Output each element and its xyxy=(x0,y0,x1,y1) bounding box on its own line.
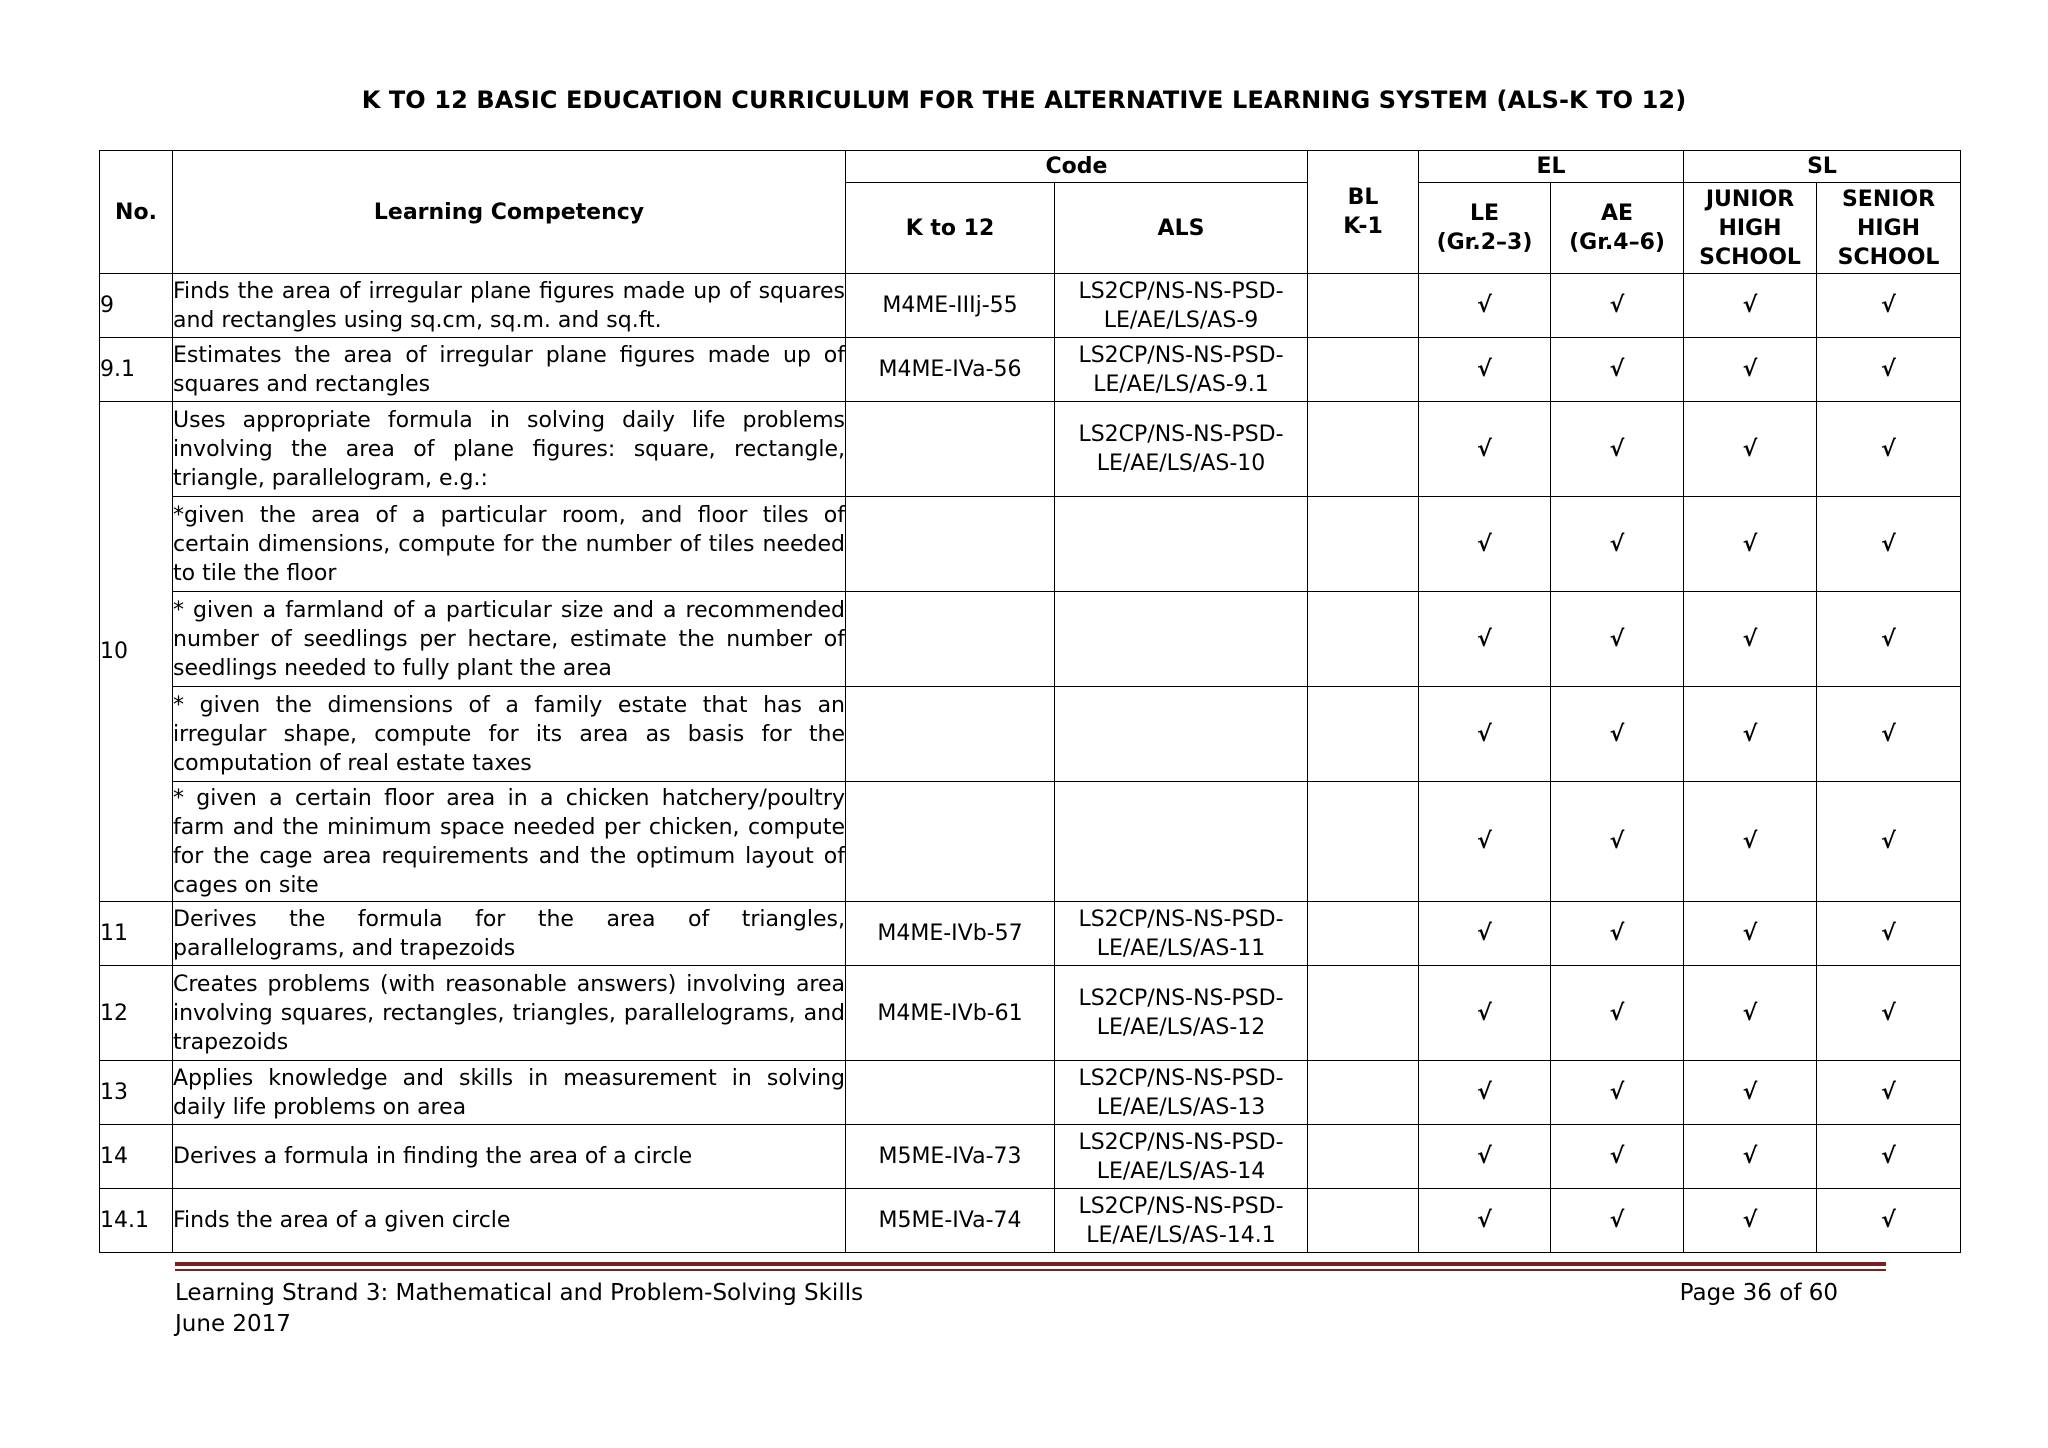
check-le: √ xyxy=(1419,1125,1551,1189)
row-number: 14 xyxy=(100,1125,173,1189)
check-le: √ xyxy=(1419,966,1551,1061)
table-row xyxy=(100,782,1961,902)
check-jhs: √ xyxy=(1684,782,1817,902)
header-shs-line1: SENIOR xyxy=(1841,186,1936,212)
header-bl-line1: BL xyxy=(1347,185,1379,210)
header-le-line1: LE xyxy=(1469,201,1500,226)
row-k12-code: M5ME-IVa-73 xyxy=(846,1125,1055,1189)
row-als-code xyxy=(1055,782,1308,902)
check-le: √ xyxy=(1419,902,1551,966)
check-ae: √ xyxy=(1551,1125,1684,1189)
row-competency: Finds the area of a given circle xyxy=(173,1189,846,1253)
table-row xyxy=(100,1061,1961,1125)
als-code-line1: LS2CP/NS-NS-PSD- xyxy=(1078,342,1284,368)
check-le: √ xyxy=(1419,402,1551,497)
check-le: √ xyxy=(1419,1189,1551,1253)
check-jhs: √ xyxy=(1684,274,1817,338)
row-k12-code xyxy=(846,782,1055,902)
als-code-line2: LE/AE/LS/AS-13 xyxy=(1096,1094,1266,1120)
check-jhs: √ xyxy=(1684,497,1817,592)
row-bl-cell xyxy=(1308,338,1419,402)
table-row xyxy=(100,966,1961,1061)
row-k12-code: M4ME-IVb-57 xyxy=(846,902,1055,966)
footer-left xyxy=(175,1278,863,1340)
row-als-code xyxy=(1055,402,1308,497)
check-ae: √ xyxy=(1551,687,1684,782)
als-code-line2: LE/AE/LS/AS-9 xyxy=(1103,307,1259,333)
document-title: K TO 12 BASIC EDUCATION CURRICULUM FOR THE ALTERNATIVE LEARNING SYSTEM (ALS-K TO 12) xyxy=(361,86,1687,114)
row-competency: Applies knowledge and skills in measurement in solving daily life problems on area xyxy=(173,1061,846,1125)
check-le: √ xyxy=(1419,592,1551,687)
row-als-code xyxy=(1055,966,1308,1061)
row-als-code xyxy=(1055,274,1308,338)
row-k12-code: M4ME-IIIj-55 xyxy=(846,274,1055,338)
row-competency: Finds the area of irregular plane figures made up of squares and rectangles using sq.cm, sq.m. and sq.ft. xyxy=(173,274,846,338)
check-le: √ xyxy=(1419,687,1551,782)
header-shs-line3: SCHOOL xyxy=(1837,244,1940,270)
row-bl-cell xyxy=(1308,497,1419,592)
als-code-line2: LE/AE/LS/AS-14 xyxy=(1096,1158,1266,1184)
check-ae: √ xyxy=(1551,402,1684,497)
header-learning-competency: Learning Competency xyxy=(173,151,846,274)
header-sl: SL xyxy=(1684,151,1961,183)
row-k12-code xyxy=(846,687,1055,782)
header-ae-line2: (Gr.4–6) xyxy=(1569,230,1665,255)
als-code-line1: LS2CP/NS-NS-PSD- xyxy=(1078,278,1284,304)
header-le xyxy=(1419,183,1551,274)
als-code-line2: LE/AE/LS/AS-14.1 xyxy=(1086,1222,1276,1248)
header-jhs-line3: SCHOOL xyxy=(1699,244,1801,270)
check-ae: √ xyxy=(1551,274,1684,338)
row-competency: * given a farmland of a particular size and a recommended number of seedlings per hectare, estimate the number of seedlings needed to fully plant the area xyxy=(173,592,846,687)
row-k12-code: M5ME-IVa-74 xyxy=(846,1189,1055,1253)
row-k12-code xyxy=(846,402,1055,497)
table-row xyxy=(100,1189,1961,1253)
footer-divider xyxy=(175,1262,1886,1266)
als-code-line1: LS2CP/NS-NS-PSD- xyxy=(1078,422,1284,447)
row-als-code xyxy=(1055,1061,1308,1125)
row-number: 9 xyxy=(100,274,173,338)
row-bl-cell xyxy=(1308,902,1419,966)
row-bl-cell xyxy=(1308,782,1419,902)
table-row xyxy=(100,402,1961,497)
row-competency: Derives a formula in finding the area of a circle xyxy=(173,1125,846,1189)
row-als-code xyxy=(1055,592,1308,687)
row-competency: * given the dimensions of a family estate that has an irregular shape, compute for its area as basis for the computation of real estate taxes xyxy=(173,687,846,782)
check-ae: √ xyxy=(1551,1189,1684,1253)
check-shs: √ xyxy=(1817,782,1961,902)
row-bl-cell xyxy=(1308,687,1419,782)
table-row xyxy=(100,592,1961,687)
als-code-line1: LS2CP/NS-NS-PSD- xyxy=(1078,1129,1284,1155)
row-competency: *given the area of a particular room, and floor tiles of certain dimensions, compute for the number of tiles needed to tile the floor xyxy=(173,497,846,592)
row-bl-cell xyxy=(1308,592,1419,687)
footer-date: June 2017 xyxy=(175,1311,291,1337)
row-bl-cell xyxy=(1308,1061,1419,1125)
check-ae: √ xyxy=(1551,1061,1684,1125)
als-code-line2: LE/AE/LS/AS-12 xyxy=(1096,1015,1266,1040)
row-number: 11 xyxy=(100,902,173,966)
row-als-code xyxy=(1055,687,1308,782)
header-bl xyxy=(1308,151,1419,274)
check-shs: √ xyxy=(1817,1189,1961,1253)
check-jhs: √ xyxy=(1684,1189,1817,1253)
check-jhs: √ xyxy=(1684,1061,1817,1125)
row-number: 13 xyxy=(100,1061,173,1125)
header-no: No. xyxy=(100,151,173,274)
check-jhs: √ xyxy=(1684,966,1817,1061)
table-row xyxy=(100,902,1961,966)
check-le: √ xyxy=(1419,338,1551,402)
check-jhs: √ xyxy=(1684,592,1817,687)
check-shs: √ xyxy=(1817,1125,1961,1189)
row-competency: Derives the formula for the area of triangles, parallelograms, and trapezoids xyxy=(173,902,846,966)
footer-learning-strand: Learning Strand 3: Mathematical and Problem-Solving Skills xyxy=(175,1280,864,1306)
check-jhs: √ xyxy=(1684,1125,1817,1189)
curriculum-table xyxy=(99,150,1961,1253)
row-k12-code xyxy=(846,1061,1055,1125)
row-competency: Creates problems (with reasonable answers) involving area involving squares, rectangles, triangles, parallelograms, and trapezoids xyxy=(173,966,846,1061)
header-als: ALS xyxy=(1055,183,1308,274)
check-ae: √ xyxy=(1551,902,1684,966)
check-ae: √ xyxy=(1551,497,1684,592)
check-jhs: √ xyxy=(1684,902,1817,966)
table-row xyxy=(100,1125,1961,1189)
check-shs: √ xyxy=(1817,592,1961,687)
header-jhs-line1: JUNIOR xyxy=(1705,186,1795,212)
als-code-line1: LS2CP/NS-NS-PSD- xyxy=(1078,1193,1284,1219)
row-bl-cell xyxy=(1308,1189,1419,1253)
header-el: EL xyxy=(1419,151,1684,183)
row-number: 12 xyxy=(100,966,173,1061)
check-ae: √ xyxy=(1551,966,1684,1061)
check-jhs: √ xyxy=(1684,402,1817,497)
header-le-line2: (Gr.2–3) xyxy=(1436,230,1533,255)
footer-page-number: Page 36 of 60 xyxy=(1679,1280,1838,1306)
check-shs: √ xyxy=(1817,902,1961,966)
table-row xyxy=(100,274,1961,338)
check-ae: √ xyxy=(1551,338,1684,402)
row-k12-code xyxy=(846,592,1055,687)
row-k12-code: M4ME-IVb-61 xyxy=(846,966,1055,1061)
table-row xyxy=(100,687,1961,782)
check-shs: √ xyxy=(1817,338,1961,402)
row-bl-cell xyxy=(1308,966,1419,1061)
header-senior-high-school xyxy=(1817,183,1961,274)
row-als-code xyxy=(1055,1125,1308,1189)
check-shs: √ xyxy=(1817,966,1961,1061)
row-number: 9.1 xyxy=(100,338,173,402)
row-bl-cell xyxy=(1308,402,1419,497)
check-le: √ xyxy=(1419,497,1551,592)
table-row xyxy=(100,497,1961,592)
row-k12-code: M4ME-IVa-56 xyxy=(846,338,1055,402)
row-bl-cell xyxy=(1308,274,1419,338)
als-code-line1: LS2CP/NS-NS-PSD- xyxy=(1078,906,1284,932)
check-ae: √ xyxy=(1551,782,1684,902)
check-shs: √ xyxy=(1817,687,1961,782)
check-le: √ xyxy=(1419,782,1551,902)
header-ae xyxy=(1551,183,1684,274)
row-number: 10 xyxy=(100,402,173,902)
footer-divider-thin xyxy=(175,1269,1886,1271)
als-code-line1: LS2CP/NS-NS-PSD- xyxy=(1078,1065,1284,1091)
check-ae: √ xyxy=(1551,592,1684,687)
check-jhs: √ xyxy=(1684,338,1817,402)
row-competency: Estimates the area of irregular plane figures made up of squares and rectangles xyxy=(173,338,846,402)
row-bl-cell xyxy=(1308,1125,1419,1189)
check-shs: √ xyxy=(1817,274,1961,338)
als-code-line2: LE/AE/LS/AS-9.1 xyxy=(1093,371,1269,397)
header-jhs-line2: HIGH xyxy=(1718,215,1782,241)
check-shs: √ xyxy=(1817,1061,1961,1125)
check-le: √ xyxy=(1419,1061,1551,1125)
header-code: Code xyxy=(846,151,1308,183)
row-k12-code xyxy=(846,497,1055,592)
header-bl-line2: K-1 xyxy=(1343,214,1383,239)
row-als-code xyxy=(1055,497,1308,592)
als-code-line1: LS2CP/NS-NS-PSD- xyxy=(1078,986,1284,1011)
row-als-code xyxy=(1055,1189,1308,1253)
als-code-line2: LE/AE/LS/AS-11 xyxy=(1096,935,1266,961)
row-als-code xyxy=(1055,902,1308,966)
row-competency: Uses appropriate formula in solving daily life problems involving the area of plane figures: square, rectangle, triangle, parallelogram, e.g.: xyxy=(173,402,846,497)
check-shs: √ xyxy=(1817,497,1961,592)
check-le: √ xyxy=(1419,274,1551,338)
table-row xyxy=(100,338,1961,402)
row-number: 14.1 xyxy=(100,1189,173,1253)
header-k-to-12: K to 12 xyxy=(846,183,1055,274)
check-shs: √ xyxy=(1817,402,1961,497)
row-competency: * given a certain floor area in a chicken hatchery/poultry farm and the minimum space needed per chicken, compute for the cage area requirements and the optimum layout of cages on site xyxy=(173,782,846,902)
header-shs-line2: HIGH xyxy=(1856,215,1921,241)
row-als-code xyxy=(1055,338,1308,402)
header-row-1 xyxy=(100,151,1961,183)
als-code-line2: LE/AE/LS/AS-10 xyxy=(1096,451,1266,476)
check-jhs: √ xyxy=(1684,687,1817,782)
header-ae-line1: AE xyxy=(1600,201,1634,226)
header-junior-high-school xyxy=(1684,183,1817,274)
